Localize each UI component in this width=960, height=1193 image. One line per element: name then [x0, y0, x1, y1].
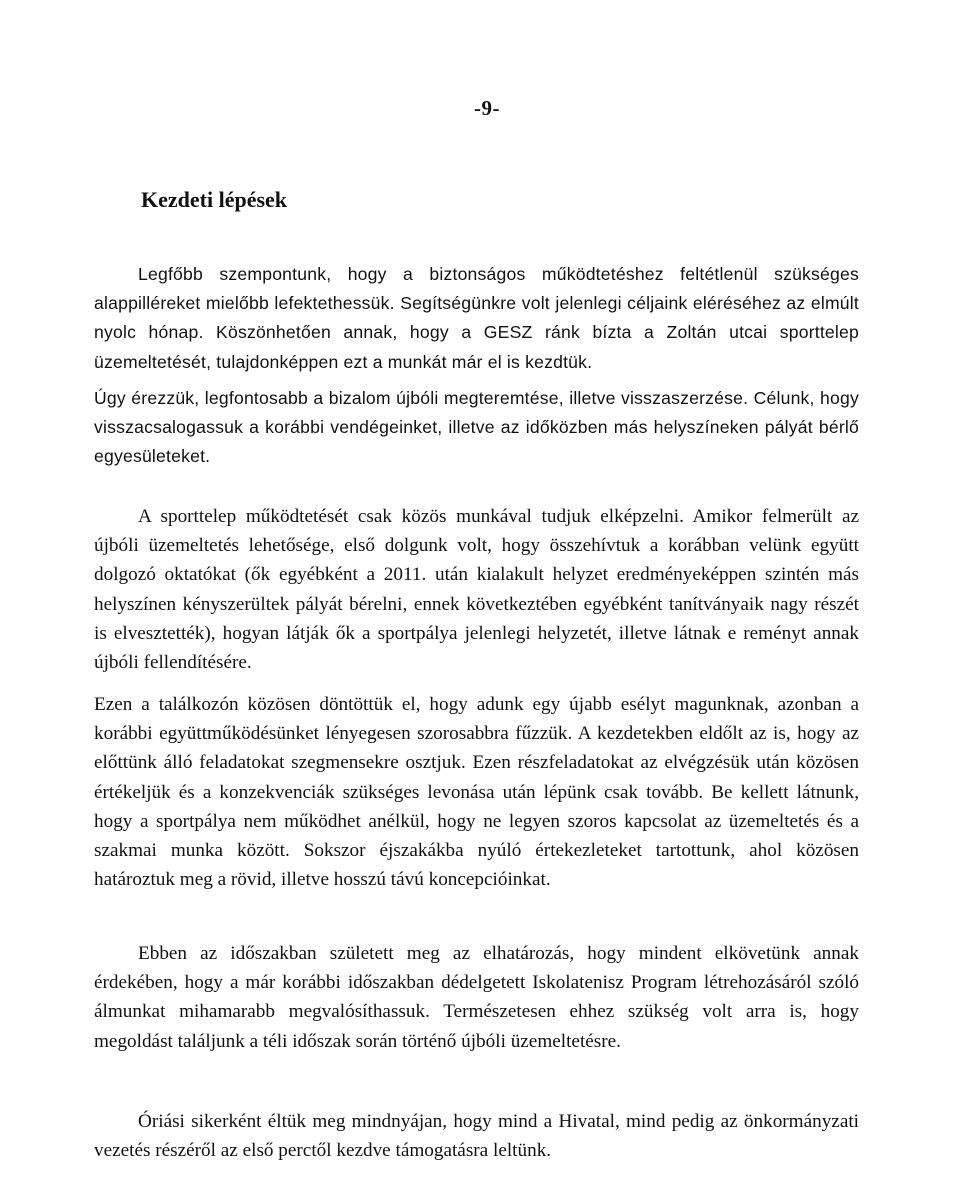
page-number: -9-	[474, 96, 500, 120]
section-heading: Kezdeti lépések	[141, 187, 288, 212]
paragraph-5: Ebben az időszakban született meg az elhatározás, hogy mindent elkövetünk annak érdekében, hogy a már korábbi időszakban dédelgetett Iskolatenisz Program létrehozásáról szóló álmunkat mihamarabb megvalósíthassuk. Természetesen ehhez szükség volt arra is, hogy megoldást találjunk a téli időszak során történő újbóli üzemeltetésre.	[94, 943, 859, 1052]
paragraph-2: Úgy érezzük, legfontosabb a bizalom újbóli megteremtése, illetve visszaszerzése. Célunk, hogy visszacsalogassuk a korábbi vendégeinket, illetve az időközben más helyszíneken pályát bérlő egyesületeket.	[94, 388, 859, 467]
paragraph-3: A sporttelep működtetését csak közös munkával tudjuk elképzelni. Amikor felmerült az újbóli üzemeltetés lehetősége, első dolgunk volt, hogy összehívtuk a korábban velünk együtt dolgozó oktatókat (ők egyébként a 2011. után kialakult helyzet eredményeképpen szintén más helyszínen kényszerültek pályát bérelni, ennek következtében egyébként tanítványaik nagy részét is elvesztették), hogyan látják ők a sportpálya jelenlegi helyzetét, illetve látnak e reményt annak újbóli fellendítésére.	[94, 506, 859, 674]
paragraph-6: Óriási sikerként éltük meg mindnyájan, hogy mind a Hivatal, mind pedig az önkormányzati vezetés részéről az első perctől kezdve támogatásra leltünk.	[94, 1111, 859, 1162]
paragraph-4: Ezen a találkozón közösen döntöttük el, hogy adunk egy újabb esélyt magunknak, azonban a korábbi együttműködésünket lényegesen szorosabbra fűzzük. A kezdetekben eldőlt az is, hogy az előttünk álló feladatokat szegmensekre osztjuk. Ezen részfeladatokat az elvégzésük után közösen értékeljük és a konzekvenciák szükséges levonása után lépünk csak tovább. Be kellett látnunk, hogy a sportpálya nem működhet anélkül, hogy ne legyen szoros kapcsolat az üzemeltetés és a szakmai munka között. Sokszor éjszakákba nyúló értekezleteket tartottunk, ahol közösen határoztuk meg a rövid, illetve hosszú távú koncepcióinkat.	[94, 694, 859, 891]
paragraph-1: Legfőbb szempontunk, hogy a biztonságos működtetéshez feltétlenül szükséges alappilléreket mielőbb lefektethessük. Segítségünkre volt jelenlegi céljaink eléréséhez az elmúlt nyolc hónap. Köszönhetően annak, hogy a GESZ ránk bízta a Zoltán utcai sporttelep üzemeltetését, tulajdonképpen ezt a munkát már el is kezdtük.	[94, 264, 859, 372]
